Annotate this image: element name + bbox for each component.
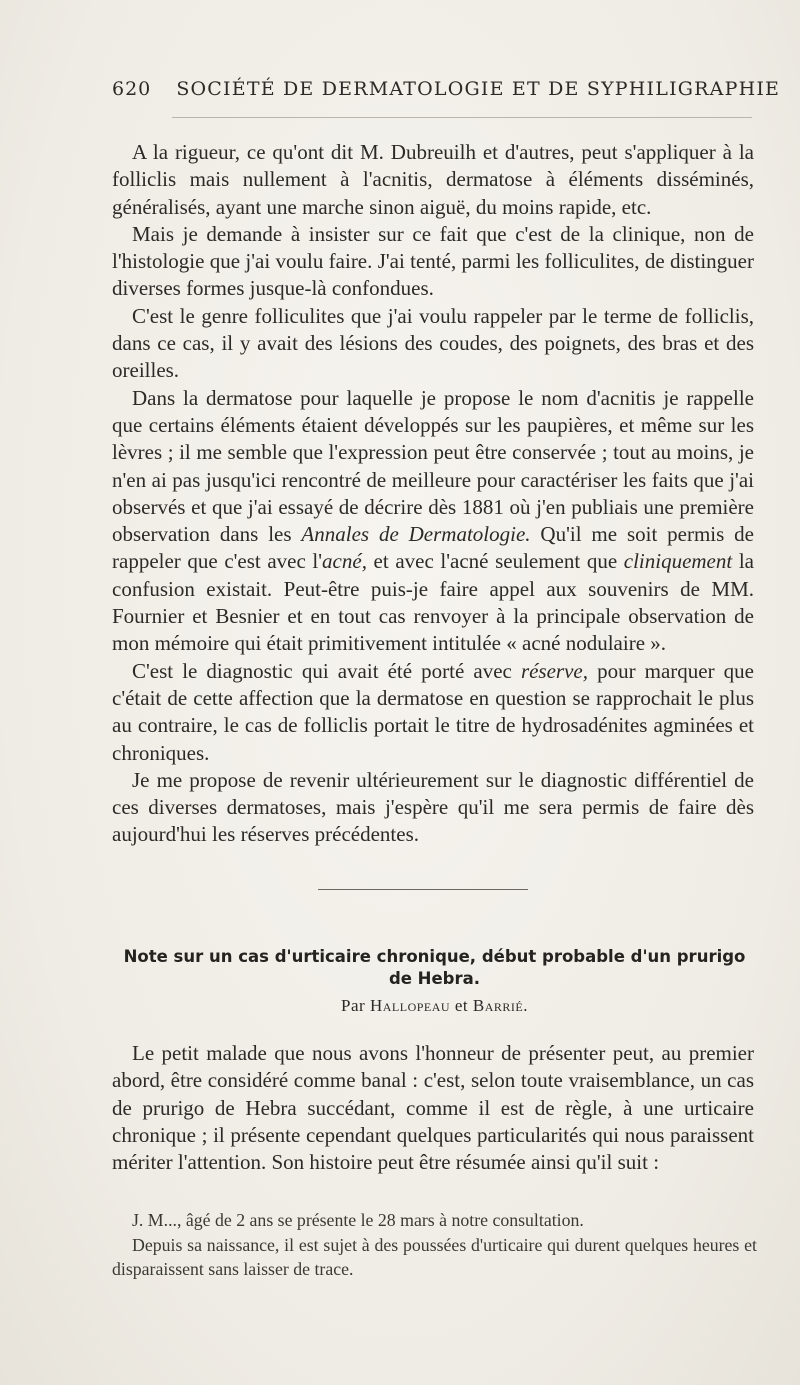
paragraph-5-part-b: pour marquer que c'était de cette affection que la dermatose en question se rapprochait le plus au contraire, le cas de folliclis portait le titre de hydrosadénites agminées et chroniques. <box>112 658 755 765</box>
paragraph-1: A la rigueur, ce qu'ont dit M. Dubreuilh et d'autres, peut s'appliquer à la folliclis mais nullement à l'acnitis, dermatose à éléments disséminés, généralisés, ayant une marche sinon aiguë, du moins rapide, etc. <box>112 140 754 219</box>
reserve-italic: réserve, <box>520 658 588 683</box>
paragraph-6: Je me propose de revenir ultérieurement sur le diagnostic différentiel de ces diverses dermatoses, mais j'espère qu'il me sera permis de faire dès aujourd'hui les réserves précédentes. <box>112 767 754 847</box>
author-hallopeau: Hallopeau <box>369 996 451 1015</box>
page-number: 620 <box>112 78 152 100</box>
running-title: SOCIÉTÉ DE DERMATOLOGIE ET DE SYPHILIGRAPHIE <box>176 78 781 100</box>
note-title: Note sur un cas d'urticaire chronique, début probable d'un prurigo de Hebra. <box>123 947 746 988</box>
header-rule <box>172 117 752 118</box>
note-authors <box>112 996 757 1016</box>
paragraph-4-part-b: Qu'il me soit permis de rappeler que c'est avec l' <box>112 522 755 574</box>
paragraph-4-part-a: Dans la dermatose pour laquelle je propose le nom d'acnitis je rappelle que certains éléments étaient développés sur les paupières, et même sur les lèvres ; il me semble que l'expression peut être conservée ; tout au moins, je n'en ai pas jusqu'ici rencontré de meilleure pour caractériser les faits que j'ai observés et que j'ai essayé de décrire dès 1881 où j'en publiais une première observation dans les <box>112 385 754 547</box>
paragraph-4-part-c: et avec l'acné seulement que <box>366 549 624 574</box>
paragraph-5-part-a: C'est le diagnostic qui avait été porté avec <box>132 658 521 683</box>
running-header <box>112 78 781 100</box>
author-barrie: Barrié. <box>472 996 528 1015</box>
section-separator <box>318 889 528 890</box>
authors-and: et <box>454 996 469 1015</box>
note-paragraph-1: Le petit malade que nous avons l'honneur de présenter peut, au premier abord, être considéré comme banal : c'est, selon toute vraisemblance, un cas de prurigo de Hebra succédant, comme il est de règle, à une urticaire chronique ; il présente cependant quelques particularités qui nous paraissent mériter l'attention. Son histoire peut être résumée ainsi qu'il suit : <box>112 1041 754 1175</box>
paragraph-4 <box>112 385 754 658</box>
cliniquement-italic: cliniquement <box>623 549 733 574</box>
acne-italic: acné, <box>322 549 367 574</box>
discussion-text <box>112 139 754 849</box>
paragraph-4-part-d: la confusion existait. Peut-être puis-je faire appel aux souvenirs de MM. Fournier et Besnier et en tout cas renvoyer à la principale observation de mon mémoire qui était primitivement intitulée « acné nodulaire ». <box>112 549 754 656</box>
case-paragraph-1: J. M..., âgé de 2 ans se présente le 28 mars à notre consultation. <box>132 1210 584 1230</box>
case-observation <box>112 1208 757 1282</box>
note-intro-text <box>112 1040 754 1176</box>
journal-title-italic: Annales de Dermatologie. <box>301 522 531 547</box>
case-paragraph-2: Depuis sa naissance, il est sujet à des poussées d'urticaire qui durent quelques heures et disparaissent sans laisser de trace. <box>112 1234 757 1279</box>
paragraph-3: C'est le genre folliculites que j'ai voulu rappeler par le terme de folliclis, dans ce cas, il y avait des lésions des coudes, des poignets, des bras et des oreilles. <box>112 303 754 383</box>
paragraph-5 <box>112 658 754 767</box>
paragraph-2: Mais je demande à insister sur ce fait que c'est de la clinique, non de l'histologie que j'ai voulu faire. J'ai tenté, parmi les folliculites, de distinguer diverses formes jusque-là confondues. <box>112 221 754 301</box>
authors-prefix: Par <box>341 996 366 1015</box>
